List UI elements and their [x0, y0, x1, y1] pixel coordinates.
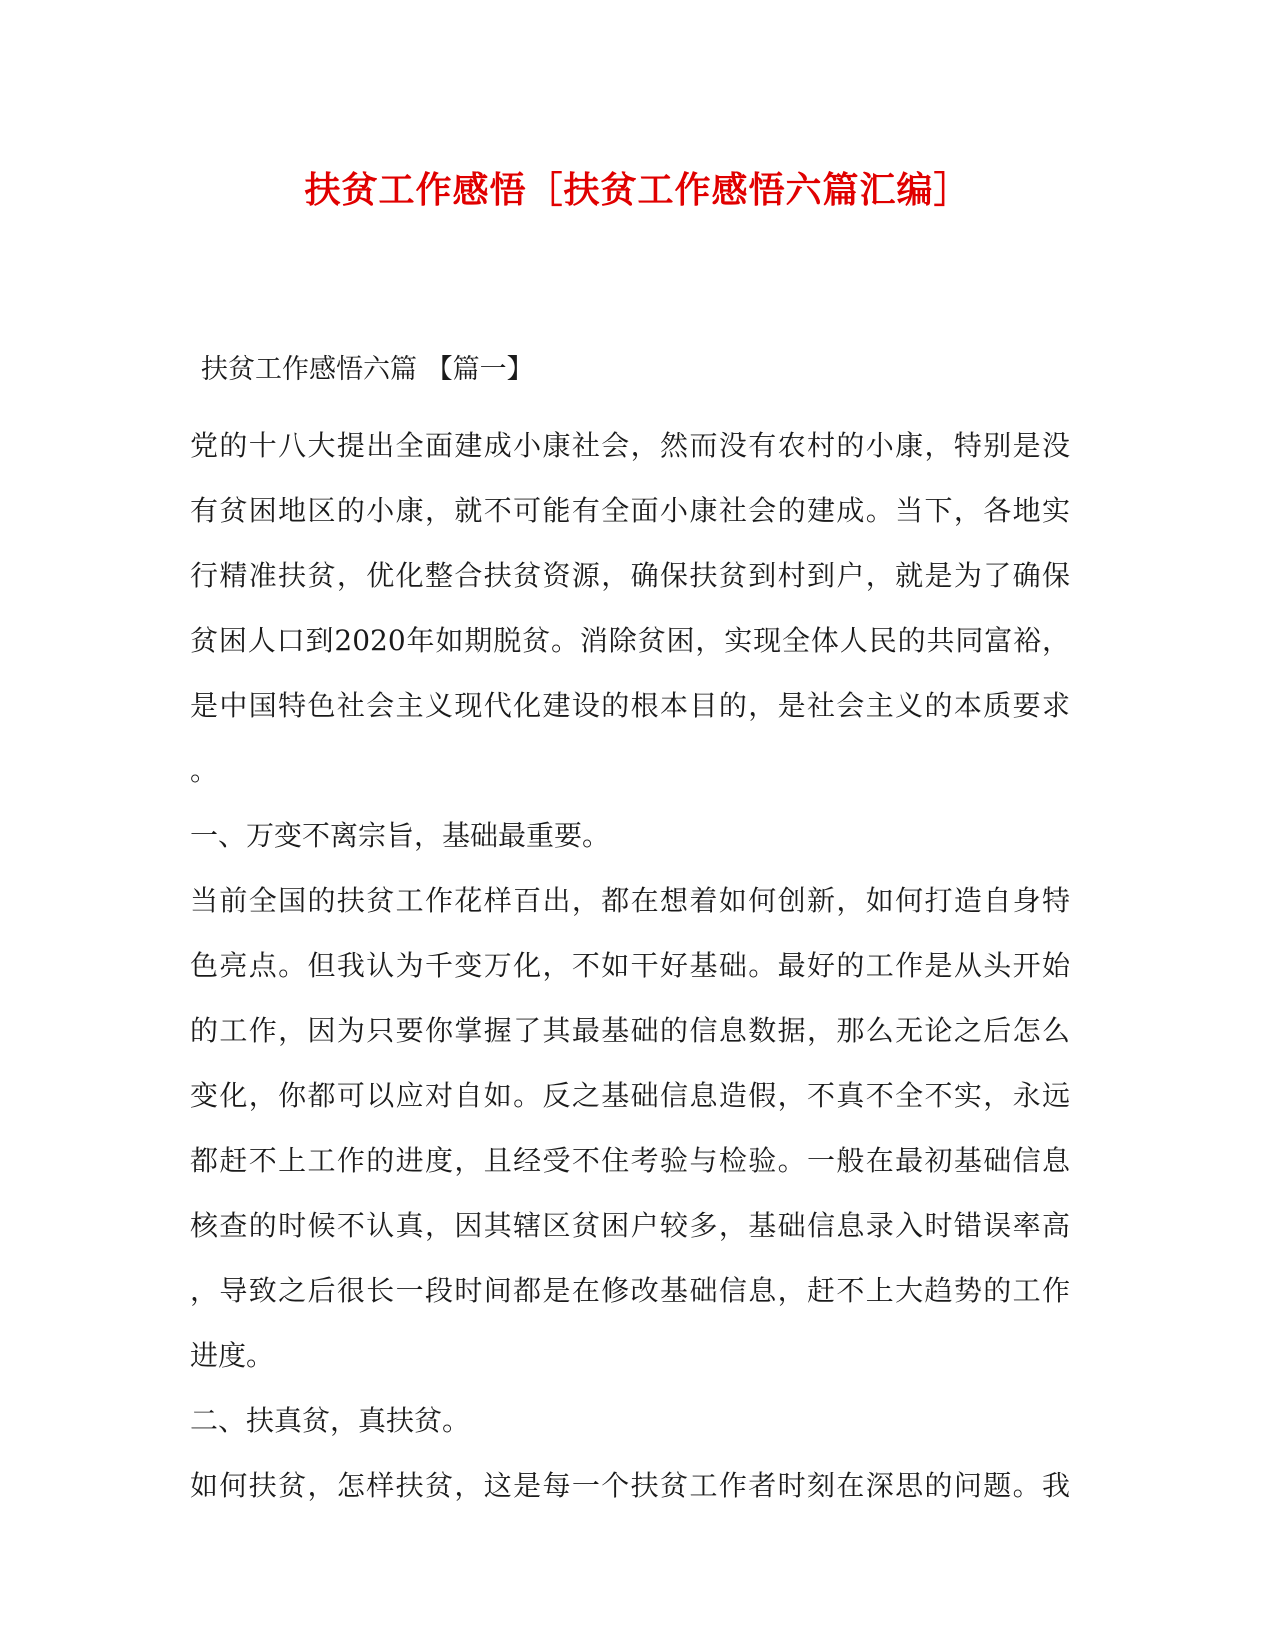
text-line: 变化，你都可以应对自如。反之基础信息造假，不真不全不实，永远 [190, 1079, 1070, 1112]
text-line: ，导致之后很长一段时间都是在修改基础信息，赶不上大趋势的工作 [190, 1274, 1070, 1307]
text-line: 党的十八大提出全面建成小康社会，然而没有农村的小康，特别是没 [190, 429, 1070, 462]
text-line: 有贫困地区的小康，就不可能有全面小康社会的建成。当下，各地实 [190, 494, 1070, 527]
text-line: 。 [190, 754, 219, 787]
text-line: 核查的时候不认真，因其辖区贫困户较多，基础信息录入时错误率高 [190, 1209, 1070, 1242]
section-point-heading: 二、扶真贫，真扶贫。 [190, 1404, 471, 1437]
text-line: 是中国特色社会主义现代化建设的根本目的，是社会主义的本质要求 [190, 689, 1070, 722]
text-line: 贫困人口到2020年如期脱贫。消除贫困，实现全体人民的共同富裕， [190, 624, 1070, 657]
text-line: 进度。 [190, 1339, 275, 1372]
text-line: 的工作，因为只要你掌握了其最基础的信息数据，那么无论之后怎么 [190, 1014, 1070, 1047]
text-line: 都赶不上工作的进度，且经受不住考验与检验。一般在最初基础信息 [190, 1144, 1070, 1177]
text-line: 色亮点。但我认为千变万化，不如干好基础。最好的工作是从头开始 [190, 949, 1070, 982]
section-point-heading: 一、万变不离宗旨，基础最重要。 [190, 819, 611, 852]
document-title: 扶贫工作感悟［扶贫工作感悟六篇汇编］ [304, 169, 971, 211]
document-body [190, 413, 1070, 1518]
text-line: 当前全国的扶贫工作花样百出，都在想着如何创新，如何打造自身特 [190, 884, 1070, 917]
section-heading: 扶贫工作感悟六篇 【篇一】 [201, 354, 534, 385]
text-line: 如何扶贫，怎样扶贫，这是每一个扶贫工作者时刻在深思的问题。我 [190, 1469, 1070, 1502]
text-line: 行精准扶贫，优化整合扶贫资源，确保扶贫到村到户，就是为了确保 [190, 559, 1070, 592]
